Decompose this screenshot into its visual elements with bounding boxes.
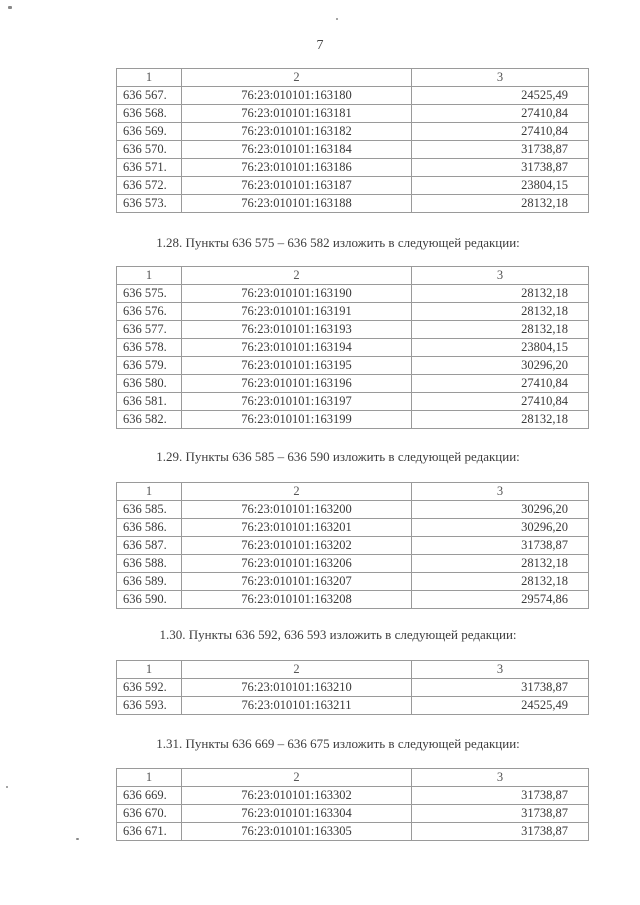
item-number: 636 578.	[117, 339, 182, 357]
cadastral-value: 23804,15	[412, 177, 589, 195]
cadastral-value: 31738,87	[412, 679, 589, 697]
item-number: 636 582.	[117, 411, 182, 429]
table-block-1	[116, 266, 588, 429]
cadastral-value: 28132,18	[412, 321, 589, 339]
cadastral-number: 76:23:010101:163302	[182, 787, 412, 805]
data-table	[116, 266, 589, 429]
cadastral-value: 23804,15	[412, 339, 589, 357]
item-number: 636 580.	[117, 375, 182, 393]
item-number: 636 575.	[117, 285, 182, 303]
item-number: 636 572.	[117, 177, 182, 195]
item-number: 636 589.	[117, 573, 182, 591]
cadastral-value: 31738,87	[412, 537, 589, 555]
table-row	[117, 519, 589, 537]
cadastral-number: 76:23:010101:163193	[182, 321, 412, 339]
cadastral-number: 76:23:010101:163304	[182, 805, 412, 823]
item-number: 636 567.	[117, 87, 182, 105]
paragraph-1-29: 1.29. Пункты 636 585 – 636 590 изложить в следующей редакции:	[156, 449, 520, 464]
cadastral-value: 31738,87	[412, 141, 589, 159]
column-header-3: 3	[412, 661, 589, 679]
cadastral-value: 24525,49	[412, 87, 589, 105]
data-table	[116, 482, 589, 609]
cadastral-number: 76:23:010101:163188	[182, 195, 412, 213]
table-row	[117, 321, 589, 339]
table-header-row	[117, 483, 589, 501]
cadastral-value: 27410,84	[412, 393, 589, 411]
cadastral-value: 28132,18	[412, 411, 589, 429]
table-row	[117, 393, 589, 411]
table-row	[117, 411, 589, 429]
column-header-2: 2	[182, 483, 412, 501]
table-block-4	[116, 768, 588, 841]
cadastral-value: 28132,18	[412, 195, 589, 213]
cadastral-value: 28132,18	[412, 555, 589, 573]
item-number: 636 590.	[117, 591, 182, 609]
item-number: 636 571.	[117, 159, 182, 177]
cadastral-number: 76:23:010101:163201	[182, 519, 412, 537]
item-number: 636 670.	[117, 805, 182, 823]
table-row	[117, 805, 589, 823]
cadastral-number: 76:23:010101:163187	[182, 177, 412, 195]
table-row	[117, 591, 589, 609]
cadastral-value: 24525,49	[412, 697, 589, 715]
cadastral-value: 28132,18	[412, 285, 589, 303]
cadastral-value: 31738,87	[412, 823, 589, 841]
table-row	[117, 573, 589, 591]
item-number: 636 593.	[117, 697, 182, 715]
cadastral-value: 31738,87	[412, 787, 589, 805]
column-header-3: 3	[412, 267, 589, 285]
cadastral-number: 76:23:010101:163181	[182, 105, 412, 123]
table-header-row	[117, 69, 589, 87]
scan-speck	[8, 6, 12, 9]
table-row	[117, 303, 589, 321]
cadastral-value: 31738,87	[412, 159, 589, 177]
item-number: 636 569.	[117, 123, 182, 141]
table-row	[117, 159, 589, 177]
item-number: 636 669.	[117, 787, 182, 805]
column-header-1: 1	[117, 267, 182, 285]
cadastral-number: 76:23:010101:163305	[182, 823, 412, 841]
cadastral-number: 76:23:010101:163186	[182, 159, 412, 177]
data-table	[116, 660, 589, 715]
cadastral-number: 76:23:010101:163180	[182, 87, 412, 105]
paragraph-1-31: 1.31. Пункты 636 669 – 636 675 изложить в следующей редакции:	[156, 736, 520, 751]
table-row	[117, 537, 589, 555]
cadastral-value: 29574,86	[412, 591, 589, 609]
column-header-2: 2	[182, 69, 412, 87]
cadastral-number: 76:23:010101:163208	[182, 591, 412, 609]
item-number: 636 671.	[117, 823, 182, 841]
table-header-row	[117, 769, 589, 787]
cadastral-number: 76:23:010101:163184	[182, 141, 412, 159]
table-row	[117, 177, 589, 195]
cadastral-number: 76:23:010101:163200	[182, 501, 412, 519]
column-header-1: 1	[117, 661, 182, 679]
paragraph-1-30: 1.30. Пункты 636 592, 636 593 изложить в следующей редакции:	[159, 627, 517, 642]
cadastral-number: 76:23:010101:163211	[182, 697, 412, 715]
cadastral-value: 31738,87	[412, 805, 589, 823]
cadastral-value: 30296,20	[412, 357, 589, 375]
paragraph-1-28: 1.28. Пункты 636 575 – 636 582 изложить в следующей редакции:	[156, 235, 520, 250]
table-row	[117, 87, 589, 105]
table-row	[117, 679, 589, 697]
cadastral-value: 27410,84	[412, 375, 589, 393]
column-header-1: 1	[117, 69, 182, 87]
cadastral-value: 28132,18	[412, 573, 589, 591]
scan-speck	[336, 18, 338, 20]
cadastral-number: 76:23:010101:163182	[182, 123, 412, 141]
table-block-2	[116, 482, 588, 609]
cadastral-number: 76:23:010101:163195	[182, 357, 412, 375]
table-row	[117, 787, 589, 805]
item-number: 636 587.	[117, 537, 182, 555]
table-row	[117, 195, 589, 213]
cadastral-number: 76:23:010101:163191	[182, 303, 412, 321]
cadastral-number: 76:23:010101:163199	[182, 411, 412, 429]
table-header-row	[117, 661, 589, 679]
item-number: 636 577.	[117, 321, 182, 339]
cadastral-value: 30296,20	[412, 501, 589, 519]
column-header-3: 3	[412, 483, 589, 501]
table-row	[117, 375, 589, 393]
cadastral-value: 27410,84	[412, 105, 589, 123]
item-number: 636 588.	[117, 555, 182, 573]
cadastral-number: 76:23:010101:163196	[182, 375, 412, 393]
table-row	[117, 555, 589, 573]
column-header-2: 2	[182, 769, 412, 787]
cadastral-value: 28132,18	[412, 303, 589, 321]
item-number: 636 585.	[117, 501, 182, 519]
table-row	[117, 285, 589, 303]
table-block-0	[116, 68, 588, 213]
scan-speck	[6, 786, 8, 788]
item-number: 636 581.	[117, 393, 182, 411]
column-header-2: 2	[182, 267, 412, 285]
table-row	[117, 123, 589, 141]
column-header-1: 1	[117, 483, 182, 501]
scan-speck	[76, 838, 79, 840]
column-header-1: 1	[117, 769, 182, 787]
cadastral-value: 30296,20	[412, 519, 589, 537]
cadastral-number: 76:23:010101:163210	[182, 679, 412, 697]
data-table	[116, 768, 589, 841]
table-row	[117, 105, 589, 123]
cadastral-number: 76:23:010101:163207	[182, 573, 412, 591]
item-number: 636 576.	[117, 303, 182, 321]
column-header-3: 3	[412, 769, 589, 787]
table-header-row	[117, 267, 589, 285]
item-number: 636 586.	[117, 519, 182, 537]
item-number: 636 573.	[117, 195, 182, 213]
table-row	[117, 339, 589, 357]
data-table	[116, 68, 589, 213]
cadastral-number: 76:23:010101:163190	[182, 285, 412, 303]
table-block-3	[116, 660, 588, 715]
table-row	[117, 141, 589, 159]
table-row	[117, 501, 589, 519]
table-row	[117, 357, 589, 375]
cadastral-number: 76:23:010101:163202	[182, 537, 412, 555]
cadastral-value: 27410,84	[412, 123, 589, 141]
item-number: 636 579.	[117, 357, 182, 375]
table-row	[117, 823, 589, 841]
cadastral-number: 76:23:010101:163197	[182, 393, 412, 411]
column-header-2: 2	[182, 661, 412, 679]
page-number: 7	[316, 38, 324, 53]
cadastral-number: 76:23:010101:163194	[182, 339, 412, 357]
item-number: 636 570.	[117, 141, 182, 159]
item-number: 636 568.	[117, 105, 182, 123]
column-header-3: 3	[412, 69, 589, 87]
item-number: 636 592.	[117, 679, 182, 697]
table-row	[117, 697, 589, 715]
cadastral-number: 76:23:010101:163206	[182, 555, 412, 573]
